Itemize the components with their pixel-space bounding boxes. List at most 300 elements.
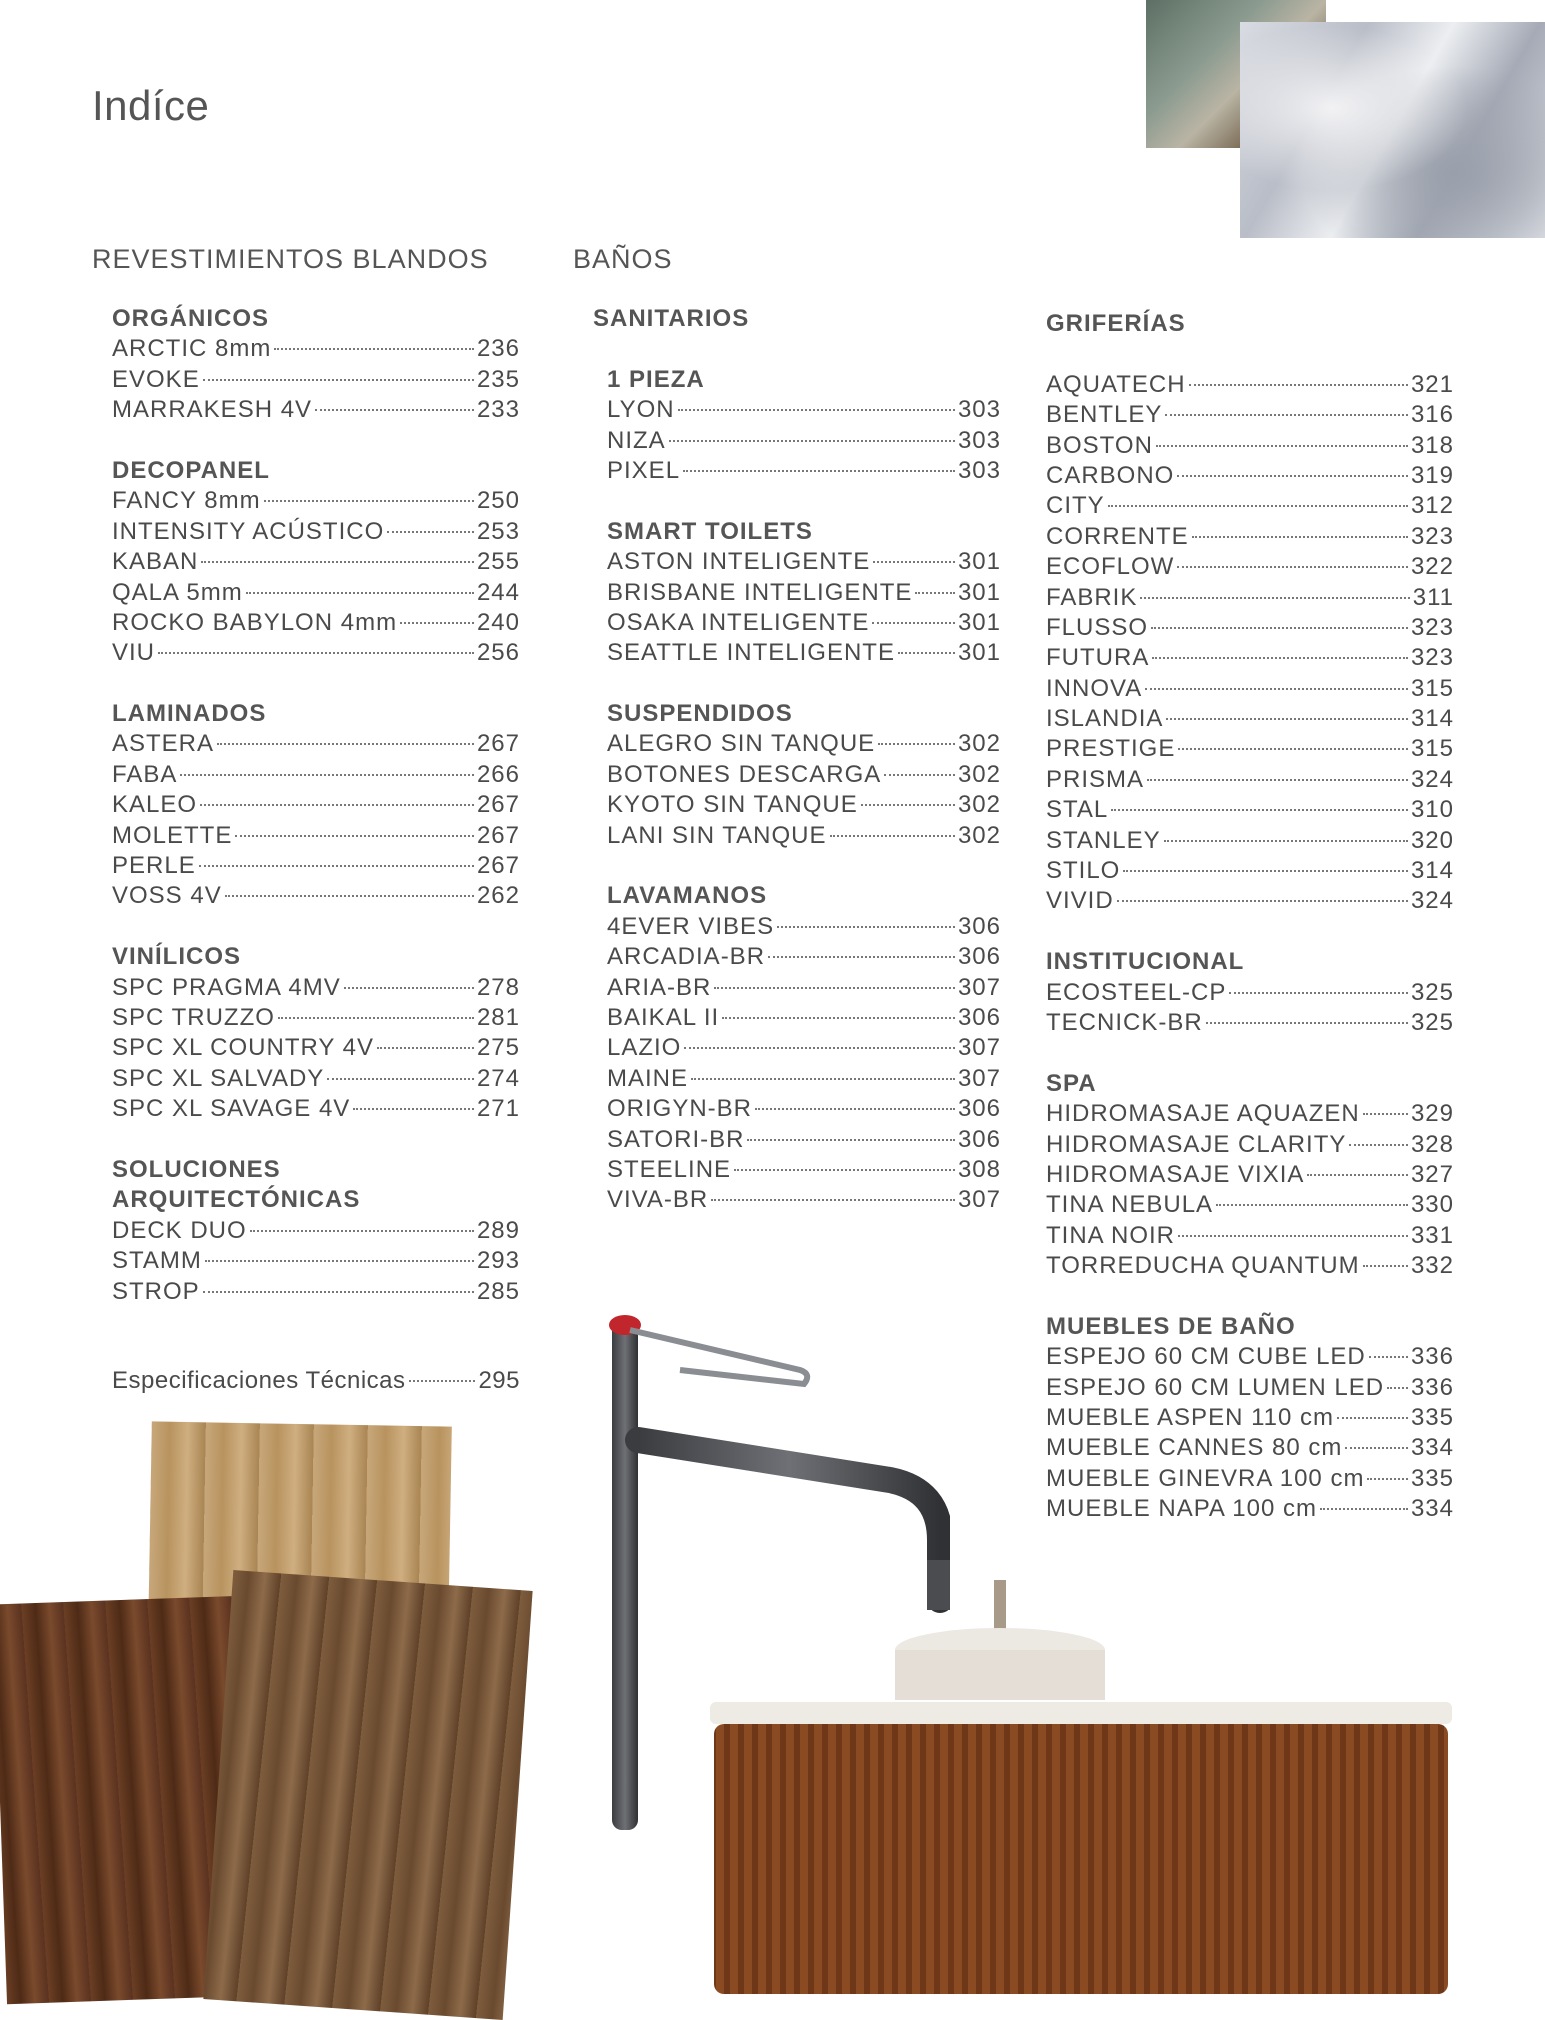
entry-name: BAIKAL II <box>607 1003 720 1031</box>
toc-entry[interactable] <box>607 1185 1001 1215</box>
toc-entry[interactable] <box>1046 400 1454 430</box>
category-heading: MUEBLES DE BAÑO <box>1046 1312 1296 1340</box>
dot-leader <box>1387 1387 1408 1389</box>
toc-entry[interactable] <box>1046 978 1454 1008</box>
entry-name: SPC TRUZZO <box>112 1003 275 1031</box>
toc-entry[interactable] <box>607 729 1001 759</box>
entry-name: ARIA-BR <box>607 973 712 1001</box>
entry-name: FANCY 8mm <box>112 487 261 515</box>
entry-name: ARCTIC 8mm <box>112 335 272 363</box>
entry-page: 306 <box>957 1125 1001 1153</box>
entry-name: LAZIO <box>607 1034 682 1062</box>
entry-name: STILO <box>1046 857 1121 885</box>
toc-entry[interactable] <box>1046 1099 1454 1129</box>
entry-name: KALEO <box>112 791 198 819</box>
dot-leader <box>1164 840 1408 842</box>
dot-leader <box>387 531 474 533</box>
toc-entry[interactable] <box>1046 1494 1454 1524</box>
dot-leader <box>1178 1235 1408 1237</box>
entry-page: 303 <box>957 396 1001 424</box>
toc-entry[interactable] <box>112 760 520 790</box>
entry-name: HIDROMASAJE AQUAZEN <box>1046 1100 1360 1128</box>
entry-page: 267 <box>476 791 520 819</box>
page-title: Indíce <box>92 82 210 129</box>
toc-entry[interactable] <box>607 1033 1001 1063</box>
category-heading: VINÍLICOS <box>112 943 242 971</box>
toc-entry[interactable] <box>1046 491 1454 521</box>
toc-entry[interactable] <box>1046 1160 1454 1190</box>
entry-page: 335 <box>1410 1404 1454 1432</box>
toc-entry[interactable] <box>1046 1373 1454 1403</box>
toc-entry[interactable] <box>1046 431 1454 461</box>
dot-leader <box>1337 1417 1408 1419</box>
toc-entry[interactable] <box>112 334 520 364</box>
toc-entry[interactable] <box>112 638 520 668</box>
category-heading: INSTITUCIONAL <box>1046 948 1245 976</box>
dot-leader <box>250 1230 474 1232</box>
toc-entry[interactable] <box>1046 1008 1454 1038</box>
dot-leader <box>1140 597 1409 599</box>
entry-page: 319 <box>1410 461 1454 489</box>
dot-leader <box>830 835 955 837</box>
entry-page: 315 <box>1410 674 1454 702</box>
dot-leader <box>327 1078 474 1080</box>
dot-leader <box>714 987 955 989</box>
toc-entry[interactable] <box>112 517 520 547</box>
entry-name: LYON <box>607 396 675 424</box>
dot-leader <box>1108 505 1408 507</box>
dot-leader <box>1111 809 1408 811</box>
entry-page: 320 <box>1410 826 1454 854</box>
toc-entry[interactable] <box>1046 886 1454 916</box>
entry-name: PRESTIGE <box>1046 735 1176 763</box>
dot-leader <box>201 561 474 563</box>
entry-page: 267 <box>476 852 520 880</box>
entry-page: 336 <box>1410 1343 1454 1371</box>
dot-leader <box>1229 992 1408 994</box>
entry-name: LANI SIN TANQUE <box>607 821 827 849</box>
entry-page: 267 <box>476 730 520 758</box>
entry-page: 306 <box>957 912 1001 940</box>
subcategory-heading: LAVAMANOS <box>607 882 768 910</box>
entry-name: 4EVER VIBES <box>607 912 775 940</box>
entry-name: MARRAKESH 4V <box>112 396 313 424</box>
entry-page: 325 <box>1410 1008 1454 1036</box>
toc-entry[interactable] <box>112 821 520 851</box>
entry-name: VIVA-BR <box>607 1186 709 1214</box>
column-revestimientos <box>112 304 520 1307</box>
entry-page: 303 <box>957 456 1001 484</box>
toc-entry[interactable] <box>1046 583 1454 613</box>
entry-name: FUTURA <box>1046 644 1150 672</box>
dot-leader <box>678 409 955 411</box>
dot-leader <box>409 1380 476 1382</box>
dot-leader <box>1145 688 1408 690</box>
toc-entry[interactable] <box>1046 461 1454 491</box>
dot-leader <box>861 804 955 806</box>
toc-entry[interactable] <box>112 1094 520 1124</box>
toc-entry[interactable] <box>112 1064 520 1094</box>
wood-sample-medium <box>203 1570 532 2020</box>
entry-name: SPC PRAGMA 4MV <box>112 973 341 1001</box>
category-heading: SOLUCIONES <box>112 1155 281 1183</box>
entry-page: 334 <box>1410 1495 1454 1523</box>
dot-leader <box>1147 779 1408 781</box>
dot-leader <box>711 1199 955 1201</box>
entry-page: 285 <box>476 1277 520 1305</box>
toc-entry[interactable] <box>607 608 1001 638</box>
dot-leader <box>884 774 955 776</box>
toc-entry[interactable] <box>607 973 1001 1003</box>
entry-page: 274 <box>476 1064 520 1092</box>
entry-name: PIXEL <box>607 456 681 484</box>
toc-entry[interactable] <box>112 1033 520 1063</box>
entry-name: BENTLEY <box>1046 401 1163 429</box>
entry-page: 321 <box>1410 370 1454 398</box>
toc-entry[interactable] <box>112 365 520 395</box>
entry-page: 335 <box>1410 1464 1454 1492</box>
dot-leader <box>1165 414 1408 416</box>
toc-entry[interactable] <box>607 942 1001 972</box>
dot-leader <box>872 622 955 624</box>
dot-leader <box>264 500 474 502</box>
toc-entry[interactable] <box>607 760 1001 790</box>
entry-name: VOSS 4V <box>112 882 222 910</box>
dot-leader <box>1367 1478 1408 1480</box>
toc-entry[interactable] <box>1046 826 1454 856</box>
dot-leader <box>205 1260 474 1262</box>
dot-leader <box>344 987 474 989</box>
toc-entry[interactable] <box>1046 1342 1454 1372</box>
entry-page: 244 <box>476 578 520 606</box>
entry-page: 302 <box>957 821 1001 849</box>
entry-page: 301 <box>957 548 1001 576</box>
entry-page: 306 <box>957 1003 1001 1031</box>
toc-entry[interactable] <box>112 1246 520 1276</box>
toc-entry[interactable] <box>1046 1464 1454 1494</box>
toc-entry[interactable] <box>112 881 520 911</box>
entry-name: SPC XL SALVADY <box>112 1064 325 1092</box>
entry-page: 235 <box>476 365 520 393</box>
entry-page: 302 <box>957 791 1001 819</box>
category-heading: SANITARIOS <box>593 305 750 332</box>
entry-page: 314 <box>1410 705 1454 733</box>
entry-name: STAL <box>1046 796 1109 824</box>
dot-leader <box>377 1047 474 1049</box>
dot-leader <box>235 835 474 837</box>
entry-page: 307 <box>957 1034 1001 1062</box>
entry-page: 332 <box>1410 1252 1454 1280</box>
entry-page: 316 <box>1410 401 1454 429</box>
toc-entry[interactable] <box>1046 522 1454 552</box>
entry-page: 303 <box>957 426 1001 454</box>
toc-entry[interactable] <box>607 578 1001 608</box>
entry-name: KYOTO SIN TANQUE <box>607 791 858 819</box>
entry-name: FABRIK <box>1046 583 1138 611</box>
entry-name: ARCADIA-BR <box>607 943 766 971</box>
toc-entry[interactable] <box>112 1216 520 1246</box>
entry-name: STEELINE <box>607 1155 732 1183</box>
entry-name: Especificaciones Técnicas <box>112 1367 406 1394</box>
dot-leader <box>1320 1508 1408 1510</box>
dot-leader <box>669 440 955 442</box>
category-heading: GRIFERÍAS <box>1046 310 1186 337</box>
entry-name: ESPEJO 60 CM LUMEN LED <box>1046 1373 1385 1401</box>
toc-entry[interactable] <box>112 486 520 516</box>
toc-entry[interactable] <box>1046 370 1454 400</box>
dot-leader <box>1307 1174 1408 1176</box>
entry-name: SPC XL COUNTRY 4V <box>112 1034 374 1062</box>
entry-page: 329 <box>1410 1100 1454 1128</box>
entry-page: 281 <box>476 1003 520 1031</box>
dot-leader <box>200 804 474 806</box>
entry-page: 236 <box>476 335 520 363</box>
toc-entry[interactable] <box>1046 1221 1454 1251</box>
entry-name: ORIGYN-BR <box>607 1095 753 1123</box>
entry-name: DECK DUO <box>112 1216 247 1244</box>
entry-name: KABAN <box>112 548 199 576</box>
toc-entry[interactable] <box>607 1003 1001 1033</box>
dot-leader <box>180 774 474 776</box>
dot-leader <box>217 743 474 745</box>
entry-page: 322 <box>1410 553 1454 581</box>
dot-leader <box>1178 748 1408 750</box>
entry-page: 307 <box>957 973 1001 1001</box>
toc-entry[interactable] <box>1046 1433 1454 1463</box>
entry-name: ASTERA <box>112 730 215 758</box>
dot-leader <box>1177 475 1408 477</box>
entry-name: ECOSTEEL-CP <box>1046 978 1227 1006</box>
toc-entry[interactable] <box>607 1094 1001 1124</box>
dot-leader <box>1216 1204 1408 1206</box>
marble-tile-image-light <box>1240 22 1545 238</box>
entry-page: 306 <box>957 943 1001 971</box>
toc-entry[interactable] <box>607 790 1001 820</box>
dot-leader <box>1189 384 1408 386</box>
dot-leader <box>203 1291 474 1293</box>
toc-entry[interactable] <box>112 1277 520 1307</box>
toc-entry[interactable] <box>1046 643 1454 673</box>
toc-entry[interactable] <box>112 395 520 425</box>
toc-entry[interactable] <box>112 608 520 638</box>
entry-name: AQUATECH <box>1046 370 1186 398</box>
entry-name: TINA NEBULA <box>1046 1191 1214 1219</box>
entry-page: 233 <box>476 396 520 424</box>
entry-name: SATORI-BR <box>607 1125 745 1153</box>
entry-name: ECOFLOW <box>1046 553 1175 581</box>
entry-page: 278 <box>476 973 520 1001</box>
dot-leader <box>278 1017 474 1019</box>
entry-name: MUEBLE GINEVRA 100 cm <box>1046 1464 1365 1492</box>
toc-entry[interactable] <box>1046 1403 1454 1433</box>
entry-page: 306 <box>957 1095 1001 1123</box>
entry-page: 334 <box>1410 1434 1454 1462</box>
toc-entry[interactable] <box>1046 552 1454 582</box>
toc-entry[interactable] <box>607 1064 1001 1094</box>
toc-entry[interactable] <box>1046 674 1454 704</box>
entry-name: ASTON INTELIGENTE <box>607 548 871 576</box>
entry-page: 267 <box>476 821 520 849</box>
entry-page: 311 <box>1412 583 1454 611</box>
toc-entry[interactable] <box>607 821 1001 851</box>
entry-name: TINA NOIR <box>1046 1221 1176 1249</box>
toc-entry[interactable] <box>607 395 1001 425</box>
toc-entry[interactable] <box>112 973 520 1003</box>
entry-page: 271 <box>476 1095 520 1123</box>
dot-leader <box>158 652 474 654</box>
column-griferias <box>1046 309 1454 1525</box>
dot-leader <box>1349 1144 1408 1146</box>
entry-name: ROCKO BABYLON 4mm <box>112 608 398 636</box>
dot-leader <box>755 1108 955 1110</box>
entry-name: STAMM <box>112 1247 202 1275</box>
dot-leader <box>203 379 474 381</box>
toc-entry[interactable] <box>607 912 1001 942</box>
dot-leader <box>1369 1356 1408 1358</box>
entry-name: HIDROMASAJE CLARITY <box>1046 1130 1347 1158</box>
toc-entry[interactable] <box>1046 1130 1454 1160</box>
category-heading: SPA <box>1046 1069 1097 1097</box>
subcategory-heading: 1 PIEZA <box>607 365 705 393</box>
toc-entry[interactable] <box>112 790 520 820</box>
toc-entry[interactable] <box>1046 704 1454 734</box>
entry-page: 325 <box>1410 978 1454 1006</box>
section-revestimientos: REVESTIMIENTOS BLANDOS <box>92 244 489 274</box>
entry-page: 336 <box>1410 1373 1454 1401</box>
entry-page: 328 <box>1410 1130 1454 1158</box>
dot-leader <box>353 1108 474 1110</box>
entry-name: BOSTON <box>1046 431 1153 459</box>
entry-name: ESPEJO 60 CM CUBE LED <box>1046 1343 1366 1371</box>
entry-name: PRISMA <box>1046 765 1145 793</box>
category-heading: LAMINADOS <box>112 700 267 728</box>
entry-name: SEATTLE INTELIGENTE <box>607 639 895 667</box>
entry-name: FABA <box>112 760 178 788</box>
subcategory-heading: SUSPENDIDOS <box>607 700 793 728</box>
dot-leader <box>225 895 474 897</box>
toc-entry[interactable] <box>1046 856 1454 886</box>
entry-name: MUEBLE ASPEN 110 cm <box>1046 1404 1334 1432</box>
entry-page: 301 <box>957 639 1001 667</box>
entry-page: 302 <box>957 760 1001 788</box>
dot-leader <box>915 592 955 594</box>
dot-leader <box>691 1078 955 1080</box>
entry-page: 310 <box>1410 796 1454 824</box>
toc-entry[interactable] <box>607 1155 1001 1185</box>
toc-entry[interactable] <box>1046 734 1454 764</box>
entry-name: VIU <box>112 639 156 667</box>
dot-leader <box>199 865 474 867</box>
entry-name: TORREDUCHA QUANTUM <box>1046 1252 1360 1280</box>
dot-leader <box>1177 566 1408 568</box>
entry-page: 307 <box>957 1186 1001 1214</box>
toc-entry[interactable] <box>1046 1190 1454 1220</box>
dot-leader <box>400 622 474 624</box>
category-heading: ARQUITECTÓNICAS <box>112 1186 361 1214</box>
category-heading: ORGÁNICOS <box>112 305 270 332</box>
entry-page: 262 <box>476 882 520 910</box>
entry-page: 330 <box>1410 1191 1454 1219</box>
entry-page: 301 <box>957 578 1001 606</box>
dot-leader <box>722 1017 955 1019</box>
dot-leader <box>683 470 955 472</box>
entry-page: 289 <box>476 1216 520 1244</box>
toc-entry[interactable] <box>112 547 520 577</box>
toc-entry[interactable] <box>607 426 1001 456</box>
entry-page: 256 <box>476 639 520 667</box>
dot-leader <box>246 592 474 594</box>
toc-entry[interactable] <box>607 456 1001 486</box>
entry-name: CARBONO <box>1046 461 1175 489</box>
entry-page: 314 <box>1410 857 1454 885</box>
dot-leader <box>1156 445 1408 447</box>
entry-page: 318 <box>1410 431 1454 459</box>
entry-name: NIZA <box>607 426 666 454</box>
dot-leader <box>768 956 955 958</box>
entry-name: TECNICK-BR <box>1046 1008 1203 1036</box>
entry-name: SPC XL SAVAGE 4V <box>112 1095 351 1123</box>
toc-entry[interactable] <box>112 1003 520 1033</box>
entry-page: 312 <box>1410 492 1454 520</box>
toc-entry[interactable] <box>1046 1251 1454 1281</box>
toc-entry[interactable] <box>1046 613 1454 643</box>
dot-leader <box>1151 627 1408 629</box>
toc-entry[interactable] <box>607 638 1001 668</box>
entry-name: BOTONES DESCARGA <box>607 760 882 788</box>
entry-page: 295 <box>478 1367 520 1394</box>
toc-entry[interactable] <box>1046 765 1454 795</box>
entry-page: 293 <box>476 1247 520 1275</box>
entry-name: HIDROMASAJE VIXIA <box>1046 1160 1305 1188</box>
entry-name: STANLEY <box>1046 826 1161 854</box>
entry-page: 331 <box>1410 1221 1454 1249</box>
entry-name: MOLETTE <box>112 821 233 849</box>
entry-page: 253 <box>476 517 520 545</box>
dot-leader <box>747 1139 954 1141</box>
entry-name: INTENSITY ACÚSTICO <box>112 517 385 545</box>
entry-page: 327 <box>1410 1160 1454 1188</box>
entry-page: 240 <box>476 608 520 636</box>
toc-entry[interactable] <box>112 851 520 881</box>
entry-name: ISLANDIA <box>1046 705 1164 733</box>
entry-name: MAINE <box>607 1064 689 1092</box>
entry-page: 323 <box>1410 613 1454 641</box>
entry-page: 324 <box>1410 765 1454 793</box>
entry-name: MUEBLE CANNES 80 cm <box>1046 1434 1343 1462</box>
entry-page: 250 <box>476 487 520 515</box>
entry-name: CITY <box>1046 492 1105 520</box>
column-sanitarios <box>593 304 1001 1216</box>
toc-entry[interactable] <box>607 1125 1001 1155</box>
toc-entry[interactable] <box>112 729 520 759</box>
dot-leader <box>898 652 955 654</box>
toc-entry[interactable] <box>112 1366 520 1396</box>
entry-name: QALA 5mm <box>112 578 243 606</box>
entry-name: MUEBLE NAPA 100 cm <box>1046 1495 1317 1523</box>
section-banos: BAÑOS <box>573 244 673 274</box>
dot-leader <box>1166 718 1408 720</box>
dot-leader <box>878 743 955 745</box>
dot-leader <box>873 561 955 563</box>
entry-page: 301 <box>957 608 1001 636</box>
toc-entry[interactable] <box>1046 795 1454 825</box>
dot-leader <box>274 348 474 350</box>
entry-name: OSAKA INTELIGENTE <box>607 608 870 636</box>
toc-entry[interactable] <box>607 547 1001 577</box>
entry-name: PERLE <box>112 852 196 880</box>
entry-page: 266 <box>476 760 520 788</box>
toc-entry[interactable] <box>112 578 520 608</box>
